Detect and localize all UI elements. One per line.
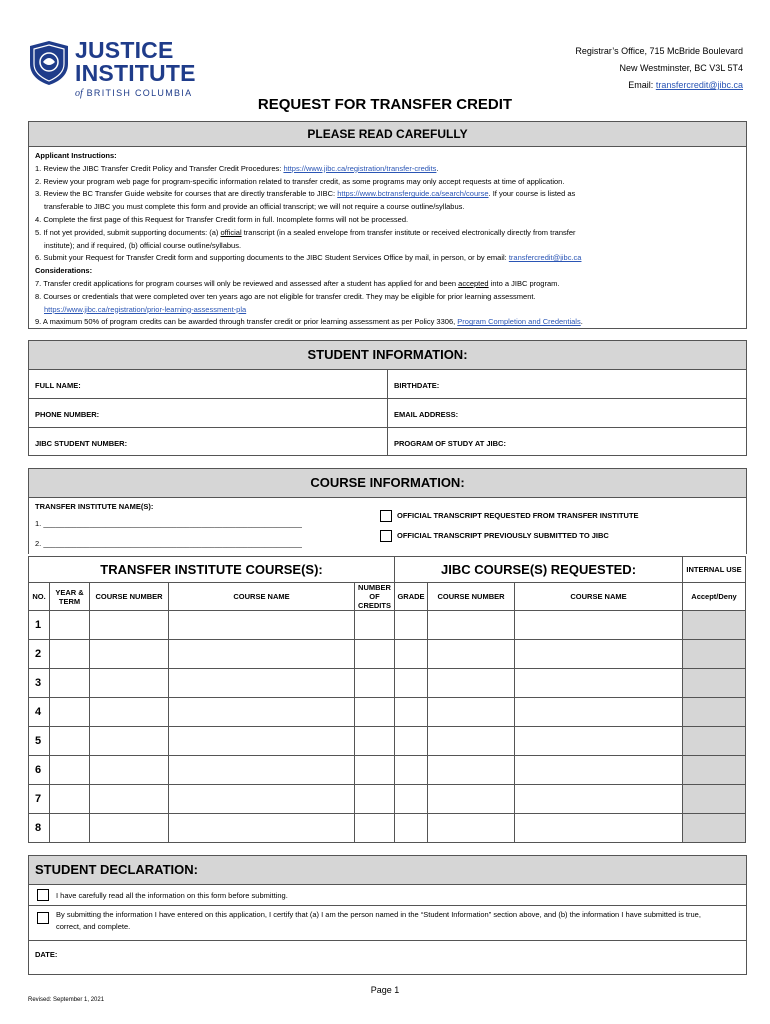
bctransferguide-link[interactable]: https://www.bctransferguide.ca/search/course (337, 189, 489, 199)
instructions-section (28, 121, 747, 329)
grade-cell[interactable] (395, 727, 428, 756)
year-term-cell[interactable] (50, 640, 90, 669)
col-accept-deny: Accept/Deny (683, 583, 746, 611)
declaration-1-checkbox[interactable] (37, 889, 49, 901)
credits-cell[interactable] (355, 814, 395, 843)
consideration-8: 8. Courses or credentials that were completed over ten years ago are not eligible for transfer credit. They may be eligible for prior learning assessment. (35, 291, 536, 301)
program-label: PROGRAM OF STUDY AT JIBC: (394, 439, 506, 448)
row-number: 2 (29, 640, 50, 669)
revised-date: Revised: September 1, 2021 (28, 997, 105, 1003)
accept-deny-cell[interactable] (683, 727, 746, 756)
course-row (29, 814, 746, 843)
policy-link[interactable]: Program Completion and Credentials (457, 317, 581, 327)
accept-deny-cell[interactable] (683, 611, 746, 640)
instruction-5 (35, 227, 740, 240)
jibc-course-name-cell[interactable] (515, 640, 683, 669)
col-credits: NUMBER OF CREDITS (355, 583, 395, 611)
instruction-5-underline: official (220, 227, 242, 237)
row-number: 5 (29, 727, 50, 756)
instruction-3-text: 3. Review the BC Transfer Guide website for courses that are directly transferable to JIBC: (35, 189, 338, 199)
consideration-7-b: into a JIBC program. (488, 278, 560, 288)
email-link[interactable]: transfercredit@jibc.ca (655, 80, 743, 90)
transfer-credits-link[interactable]: https://www.jibc.ca/registration/transfer-credits (283, 163, 437, 173)
course-name-cell[interactable] (169, 611, 355, 640)
course-name-cell[interactable] (169, 669, 355, 698)
course-table (28, 556, 745, 843)
date-field[interactable] (29, 941, 746, 975)
year-term-cell[interactable] (50, 756, 90, 785)
transfer-institute-label: TRANSFER INSTITUTE NAME(S): (35, 502, 154, 511)
form-title: REQUEST FOR TRANSFER CREDIT (257, 96, 513, 113)
row-number: 3 (29, 669, 50, 698)
year-term-cell[interactable] (50, 727, 90, 756)
student-number-field[interactable] (29, 428, 387, 456)
student-row-1 (29, 370, 746, 399)
accept-deny-cell[interactable] (683, 814, 746, 843)
declaration-2-text: By submitting the information I have entered on this application, I certify that (a) I am the person named in the “Student Information” section above, and (b) the information I have submitted is true, correct, and complete. (56, 910, 701, 931)
instruction-5-b: transcript (in a sealed envelope from transfer institute or received electronically directly from transfer (241, 227, 576, 237)
credits-cell[interactable] (355, 611, 395, 640)
row-number: 1 (29, 611, 50, 640)
jibc-course-number-cell[interactable] (428, 756, 515, 785)
course-row (29, 785, 746, 814)
program-field[interactable] (387, 428, 746, 456)
transcript-requested-option[interactable] (380, 510, 639, 522)
date-label: DATE: (35, 950, 58, 959)
jibc-course-number-cell[interactable] (428, 698, 515, 727)
considerations-heading: Considerations: (35, 266, 93, 276)
consideration-9-tail: . (580, 317, 583, 327)
jibc-course-name-cell[interactable] (515, 814, 683, 843)
course-number-cell[interactable] (90, 727, 169, 756)
grade-cell[interactable] (395, 611, 428, 640)
transcript-submitted-option[interactable] (380, 530, 609, 542)
applicant-instructions-heading: Applicant Instructions: (35, 151, 117, 160)
instructions-body (29, 147, 746, 329)
grade-cell[interactable] (395, 669, 428, 698)
transfer-courses-heading: TRANSFER INSTITUTE COURSE(S): (29, 557, 395, 583)
jibc-course-number-cell[interactable] (428, 611, 515, 640)
full-name-label: FULL NAME: (35, 381, 81, 390)
course-row (29, 669, 746, 698)
course-number-cell[interactable] (90, 814, 169, 843)
phone-field[interactable] (29, 399, 387, 427)
email-address-label: EMAIL ADDRESS: (394, 410, 459, 419)
accept-deny-cell[interactable] (683, 669, 746, 698)
grade-cell[interactable] (395, 785, 428, 814)
instruction-6 (35, 252, 740, 265)
instruction-2: 2. Review your program web page for program-specific information related to transfer credit, as some programs may only accept requests at time of application. (35, 176, 565, 186)
instruction-3-tail: . If your course is listed as (488, 189, 576, 199)
credits-cell[interactable] (355, 669, 395, 698)
student-number-label: JIBC STUDENT NUMBER: (35, 439, 128, 448)
row-number: 4 (29, 698, 50, 727)
address-email (575, 77, 743, 94)
grade-cell[interactable] (395, 698, 428, 727)
course-name-cell[interactable] (169, 640, 355, 669)
credits-cell[interactable] (355, 640, 395, 669)
jibc-course-number-cell[interactable] (428, 814, 515, 843)
year-term-cell[interactable] (50, 669, 90, 698)
col-no: NO. (29, 583, 50, 611)
credits-cell[interactable] (355, 698, 395, 727)
col-course-name: COURSE NAME (169, 583, 355, 611)
col-year-term: YEAR & TERM (50, 583, 90, 611)
transcript-submitted-checkbox[interactable] (380, 530, 392, 542)
registrar-address (575, 43, 743, 94)
institute-name-line-2[interactable]: 2. ______________________________________________________________ (35, 539, 302, 548)
declaration-1-text: I have carefully read all the information on this form before submitting. (56, 891, 288, 900)
course-number-cell[interactable] (90, 669, 169, 698)
course-name-cell[interactable] (169, 814, 355, 843)
jibc-course-number-cell[interactable] (428, 669, 515, 698)
grade-cell[interactable] (395, 756, 428, 785)
instruction-3-cont: transferable to JIBC you must complete this form and provide an official transcript; we will not require a course outline/syllabus. (44, 202, 465, 212)
jibc-course-number-cell[interactable] (428, 727, 515, 756)
course-information-section (28, 468, 747, 554)
jibc-courses-heading: JIBC COURSE(S) REQUESTED: (395, 557, 683, 583)
transcript-requested-label: OFFICIAL TRANSCRIPT REQUESTED FROM TRANSFER INSTITUTE (397, 510, 639, 520)
instruction-1-text: 1. Review the JIBC Transfer Credit Policy and Transfer Credit Procedures: (35, 163, 284, 173)
logo-text-british-columbia: BRITISH COLUMBIA (86, 88, 193, 98)
student-information-section (28, 340, 747, 456)
year-term-cell[interactable] (50, 611, 90, 640)
credits-cell[interactable] (355, 785, 395, 814)
course-row (29, 727, 746, 756)
consideration-9-text: 9. A maximum 50% of program credits can be awarded through transfer credit or prior learning assessment as per Policy 3306, (35, 317, 458, 327)
declaration-row-1 (29, 885, 746, 906)
grade-cell[interactable] (395, 640, 428, 669)
student-declaration-heading: STUDENT DECLARATION: (29, 856, 746, 885)
full-name-field[interactable] (29, 370, 387, 398)
accept-deny-cell[interactable] (683, 640, 746, 669)
logo-text-of: of (75, 88, 83, 99)
shield-crest-icon (28, 40, 70, 86)
credits-cell[interactable] (355, 756, 395, 785)
year-term-cell[interactable] (50, 785, 90, 814)
course-number-cell[interactable] (90, 698, 169, 727)
student-row-3 (29, 428, 746, 456)
jibc-course-name-cell[interactable] (515, 785, 683, 814)
logo-text-institute: INSTITUTE (75, 60, 196, 86)
year-term-cell[interactable] (50, 814, 90, 843)
course-row (29, 611, 746, 640)
accept-deny-cell[interactable] (683, 698, 746, 727)
instruction-email-link[interactable]: transfercredit@jibc.ca (508, 253, 582, 263)
consideration-7-underline: accepted (458, 278, 489, 288)
email-field[interactable] (387, 399, 746, 427)
consideration-9 (35, 316, 740, 329)
declaration-row-2 (29, 906, 746, 941)
row-number: 7 (29, 785, 50, 814)
course-number-cell[interactable] (90, 640, 169, 669)
instructions-heading: PLEASE READ CAREFULLY (29, 122, 746, 147)
student-row-2 (29, 399, 746, 428)
instruction-5-cont: institute); and if required, (b) official course outline/syllabus. (44, 240, 242, 250)
course-information-heading: COURSE INFORMATION: (29, 469, 746, 498)
student-declaration-section (28, 855, 747, 975)
course-number-cell[interactable] (90, 611, 169, 640)
internal-use-heading: INTERNAL USE (683, 557, 746, 583)
jibc-course-name-cell[interactable] (515, 669, 683, 698)
transcript-requested-checkbox[interactable] (380, 510, 392, 522)
student-information-heading: STUDENT INFORMATION: (29, 341, 746, 370)
instruction-5-a: 5. If not yet provided, submit supporting documents: (a) (35, 227, 221, 237)
course-number-cell[interactable] (90, 756, 169, 785)
course-name-cell[interactable] (169, 698, 355, 727)
consideration-8-link-row (35, 304, 740, 317)
logo-text-justice: JUSTICE (75, 37, 174, 63)
instruction-3 (35, 188, 740, 201)
accept-deny-cell[interactable] (683, 785, 746, 814)
page-number: Page 1 (370, 985, 400, 995)
course-name-cell[interactable] (169, 756, 355, 785)
consideration-7-a: 7. Transfer credit applications for program courses will only be reviewed and assessed after a student has applied for and been (35, 278, 459, 288)
col-jibc-course-number: COURSE NUMBER (428, 583, 515, 611)
transcript-submitted-label: OFFICIAL TRANSCRIPT PREVIOUSLY SUBMITTED TO JIBC (397, 530, 609, 540)
address-line-2: New Westminster, BC V3L 5T4 (619, 63, 743, 73)
col-course-number: COURSE NUMBER (90, 583, 169, 611)
credits-cell[interactable] (355, 727, 395, 756)
course-rows (29, 611, 746, 843)
birthdate-label: BIRTHDATE: (394, 381, 440, 390)
institute-name-line-1[interactable]: 1. ______________________________________________________________ (35, 519, 302, 528)
jibc-course-number-cell[interactable] (428, 640, 515, 669)
course-row (29, 698, 746, 727)
instruction-4: 4. Complete the first page of this Request for Transfer Credit form in full. Incomplete forms will not be processed. (35, 214, 409, 224)
course-name-cell[interactable] (169, 785, 355, 814)
course-row (29, 640, 746, 669)
declaration-2-checkbox[interactable] (37, 912, 49, 924)
instruction-1: 1. Review the JIBC Transfer Credit Policy and Transfer Credit Procedures: https://www.jibc.ca/registration/transfer-credits. (35, 163, 439, 173)
jibc-course-number-cell[interactable] (428, 785, 515, 814)
jibc-course-name-cell[interactable] (515, 611, 683, 640)
instruction-6-text: 6. Submit your Request for Transfer Credit form and supporting documents to the JIBC Student Services Office by mail, in person, or by email: (35, 253, 509, 263)
birthdate-field[interactable] (387, 370, 746, 398)
col-grade: GRADE (395, 583, 428, 611)
jibc-course-name-cell[interactable] (515, 756, 683, 785)
course-name-cell[interactable] (169, 727, 355, 756)
col-jibc-course-name: COURSE NAME (515, 583, 683, 611)
jibc-logo (28, 38, 218, 104)
email-label: Email: (628, 80, 654, 90)
accept-deny-cell[interactable] (683, 756, 746, 785)
row-number: 8 (29, 814, 50, 843)
phone-label: PHONE NUMBER: (35, 410, 100, 419)
course-row (29, 756, 746, 785)
row-number: 6 (29, 756, 50, 785)
year-term-cell[interactable] (50, 698, 90, 727)
address-line-1: Registrar’s Office, 715 McBride Boulevard (575, 46, 743, 56)
pla-link[interactable]: https://www.jibc.ca/registration/prior-learning-assessment-pla (44, 304, 247, 314)
consideration-7 (35, 278, 740, 291)
course-number-cell[interactable] (90, 785, 169, 814)
jibc-course-name-cell[interactable] (515, 727, 683, 756)
jibc-course-name-cell[interactable] (515, 698, 683, 727)
grade-cell[interactable] (395, 814, 428, 843)
